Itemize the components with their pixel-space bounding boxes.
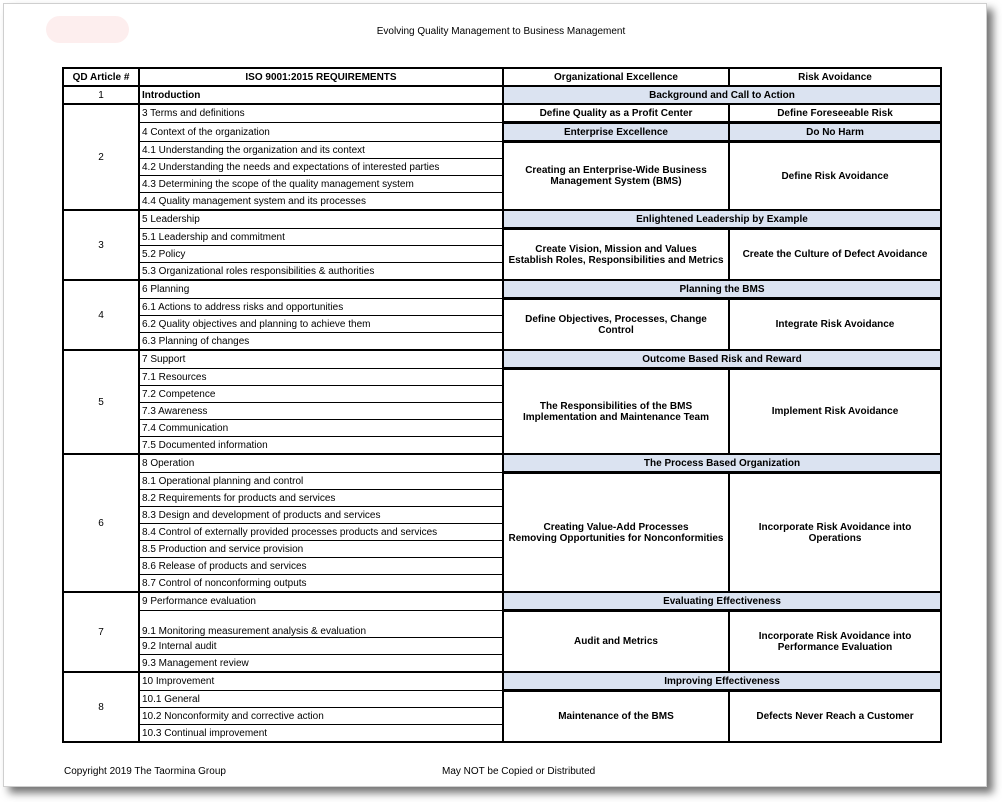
requirement-section-head: 5 Leadership	[139, 210, 503, 229]
risk-text: Defects Never Reach a Customer	[756, 711, 914, 722]
table-row	[63, 229, 941, 246]
org-text: Creating an Enterprise-Wide Business Management System (BMS)	[525, 165, 707, 187]
band-do-no-harm: Do No Harm	[729, 123, 941, 142]
requirement-item: 8.3 Design and development of products and services	[139, 507, 503, 524]
requirement-item: 10.2 Nonconformity and corrective action	[139, 708, 503, 725]
table-row	[63, 473, 941, 490]
distribution-notice: May NOT be Copied or Distributed	[442, 766, 596, 777]
org-text: Audit and Metrics	[574, 636, 658, 647]
table-row	[63, 691, 941, 708]
requirement-item: 4.1 Understanding the organization and its context	[139, 142, 503, 159]
header-organizational-excellence: Organizational Excellence	[503, 68, 729, 86]
band-process-based: The Process Based Organization	[503, 454, 941, 473]
requirement-item: 10.1 General	[139, 691, 503, 708]
risk-cell	[729, 142, 941, 211]
band-enlightened-leadership: Enlightened Leadership by Example	[503, 210, 941, 229]
table-row	[63, 280, 941, 299]
table-row	[63, 672, 941, 691]
table-row	[63, 210, 941, 229]
requirement-section-head: 6 Planning	[139, 280, 503, 299]
table-row	[63, 86, 941, 104]
table-row	[63, 611, 941, 638]
org-text-line: The Responsibilities of the BMS	[539, 400, 693, 412]
risk-cell	[729, 229, 941, 281]
org-text-line: Establish Roles, Responsibilities and Metrics	[508, 254, 724, 266]
article-number: 2	[63, 104, 139, 210]
risk-text: Incorporate Risk Avoidance into Performance Evaluation	[758, 630, 912, 653]
table-row	[63, 104, 941, 123]
risk-define-foreseeable: Define Foreseeable Risk	[729, 104, 941, 123]
table-row	[63, 350, 941, 369]
org-cell	[503, 611, 729, 673]
risk-cell	[729, 691, 941, 743]
requirement-section-head: 10 Improvement	[139, 672, 503, 691]
table-row	[63, 142, 941, 159]
band-background: Background and Call to Action	[503, 86, 941, 104]
article-number: 7	[63, 592, 139, 672]
risk-text: Incorporate Risk Avoidance into Operations	[758, 521, 912, 544]
requirement-item: 9.2 Internal audit	[139, 638, 503, 655]
table-row	[63, 592, 941, 611]
requirement-item: 4.4 Quality management system and its processes	[139, 193, 503, 211]
requirement-item: 8.2 Requirements for products and services	[139, 490, 503, 507]
article-number: 4	[63, 280, 139, 350]
org-text: Maintenance of the BMS	[558, 711, 674, 722]
org-text-line: Create Vision, Mission and Values	[535, 243, 697, 255]
requirement-item: 5.3 Organizational roles responsibilities & authorities	[139, 263, 503, 281]
risk-cell	[729, 611, 941, 673]
header-qd-article: QD Article #	[63, 68, 139, 86]
requirement-item: 7.1 Resources	[139, 369, 503, 386]
requirement-item: 8.5 Production and service provision	[139, 541, 503, 558]
table-row	[63, 299, 941, 316]
requirement-section-head: 7 Support	[139, 350, 503, 369]
risk-text: Define Risk Avoidance	[781, 170, 889, 182]
band-outcome-based: Outcome Based Risk and Reward	[503, 350, 941, 369]
requirement-item: 4.3 Determining the scope of the quality management system	[139, 176, 503, 193]
requirement-section-head: 8 Operation	[139, 454, 503, 473]
org-cell	[503, 299, 729, 351]
risk-cell	[729, 369, 941, 455]
org-text-line: Removing Opportunities for Nonconformities	[508, 532, 724, 544]
table-header-row	[63, 68, 941, 86]
requirement-item: 6.3 Planning of changes	[139, 333, 503, 351]
risk-cell	[729, 299, 941, 351]
requirement-section-head: 9 Performance evaluation	[139, 592, 503, 611]
risk-text: Create the Culture of Defect Avoidance	[742, 249, 928, 260]
org-cell	[503, 473, 729, 593]
org-text-line: Creating Value-Add Processes	[543, 521, 689, 533]
requirement-item: 6.1 Actions to address risks and opportunities	[139, 299, 503, 316]
document-title: Evolving Quality Management to Business Management	[376, 26, 626, 37]
requirement-section-head: 4 Context of the organization	[139, 123, 503, 142]
requirement-item: 7.3 Awareness	[139, 403, 503, 420]
article-number: 8	[63, 672, 139, 742]
requirement-item: 9.3 Management review	[139, 655, 503, 673]
requirement-item: 8.7 Control of nonconforming outputs	[139, 575, 503, 593]
band-evaluating-effectiveness: Evaluating Effectiveness	[503, 592, 941, 611]
table-row	[63, 369, 941, 386]
requirement-item: 7.5 Documented information	[139, 437, 503, 455]
org-text: Define Objectives, Processes, Change Control	[525, 313, 707, 336]
header-iso-requirements: ISO 9001:2015 REQUIREMENTS	[139, 68, 503, 86]
table-row	[63, 454, 941, 473]
requirement-item: 4.2 Understanding the needs and expectations of interested parties	[139, 159, 503, 176]
band-planning-the-bms: Planning the BMS	[503, 280, 941, 299]
copyright-text: Copyright 2019 The Taormina Group	[64, 766, 226, 777]
requirement-item: 8.6 Release of products and services	[139, 558, 503, 575]
requirement-item: 5.1 Leadership and commitment	[139, 229, 503, 246]
org-cell	[503, 142, 729, 211]
requirement-item: 10.3 Continual improvement	[139, 725, 503, 743]
org-cell	[503, 691, 729, 743]
table-row	[63, 123, 941, 142]
requirement-item: 5.2 Policy	[139, 246, 503, 263]
requirement-item: 9.1 Monitoring measurement analysis & evaluation	[139, 611, 503, 638]
article-number: 1	[63, 86, 139, 104]
header-risk-avoidance: Risk Avoidance	[729, 68, 941, 86]
band-improving-effectiveness: Improving Effectiveness	[503, 672, 941, 691]
requirement-item: 6.2 Quality objectives and planning to achieve them	[139, 316, 503, 333]
requirement-item: 8.4 Control of externally provided processes products and services	[139, 524, 503, 541]
org-text-line: Implementation and Maintenance Team	[523, 411, 709, 423]
article-number: 6	[63, 454, 139, 592]
requirement-item: 8.1 Operational planning and control	[139, 473, 503, 490]
org-cell	[503, 369, 729, 455]
risk-cell	[729, 473, 941, 593]
org-define-quality: Define Quality as a Profit Center	[503, 104, 729, 123]
risk-text: Implement Risk Avoidance	[771, 406, 899, 417]
requirements-table	[62, 67, 942, 743]
article-number: 5	[63, 350, 139, 454]
requirement-item: 7.2 Competence	[139, 386, 503, 403]
article-number: 3	[63, 210, 139, 280]
org-cell	[503, 229, 729, 281]
risk-text: Integrate Risk Avoidance	[775, 319, 895, 330]
band-enterprise-excellence: Enterprise Excellence	[503, 123, 729, 142]
requirement-introduction: Introduction	[139, 86, 503, 104]
requirement-item: 7.4 Communication	[139, 420, 503, 437]
requirement-item: 3 Terms and definitions	[139, 104, 503, 123]
